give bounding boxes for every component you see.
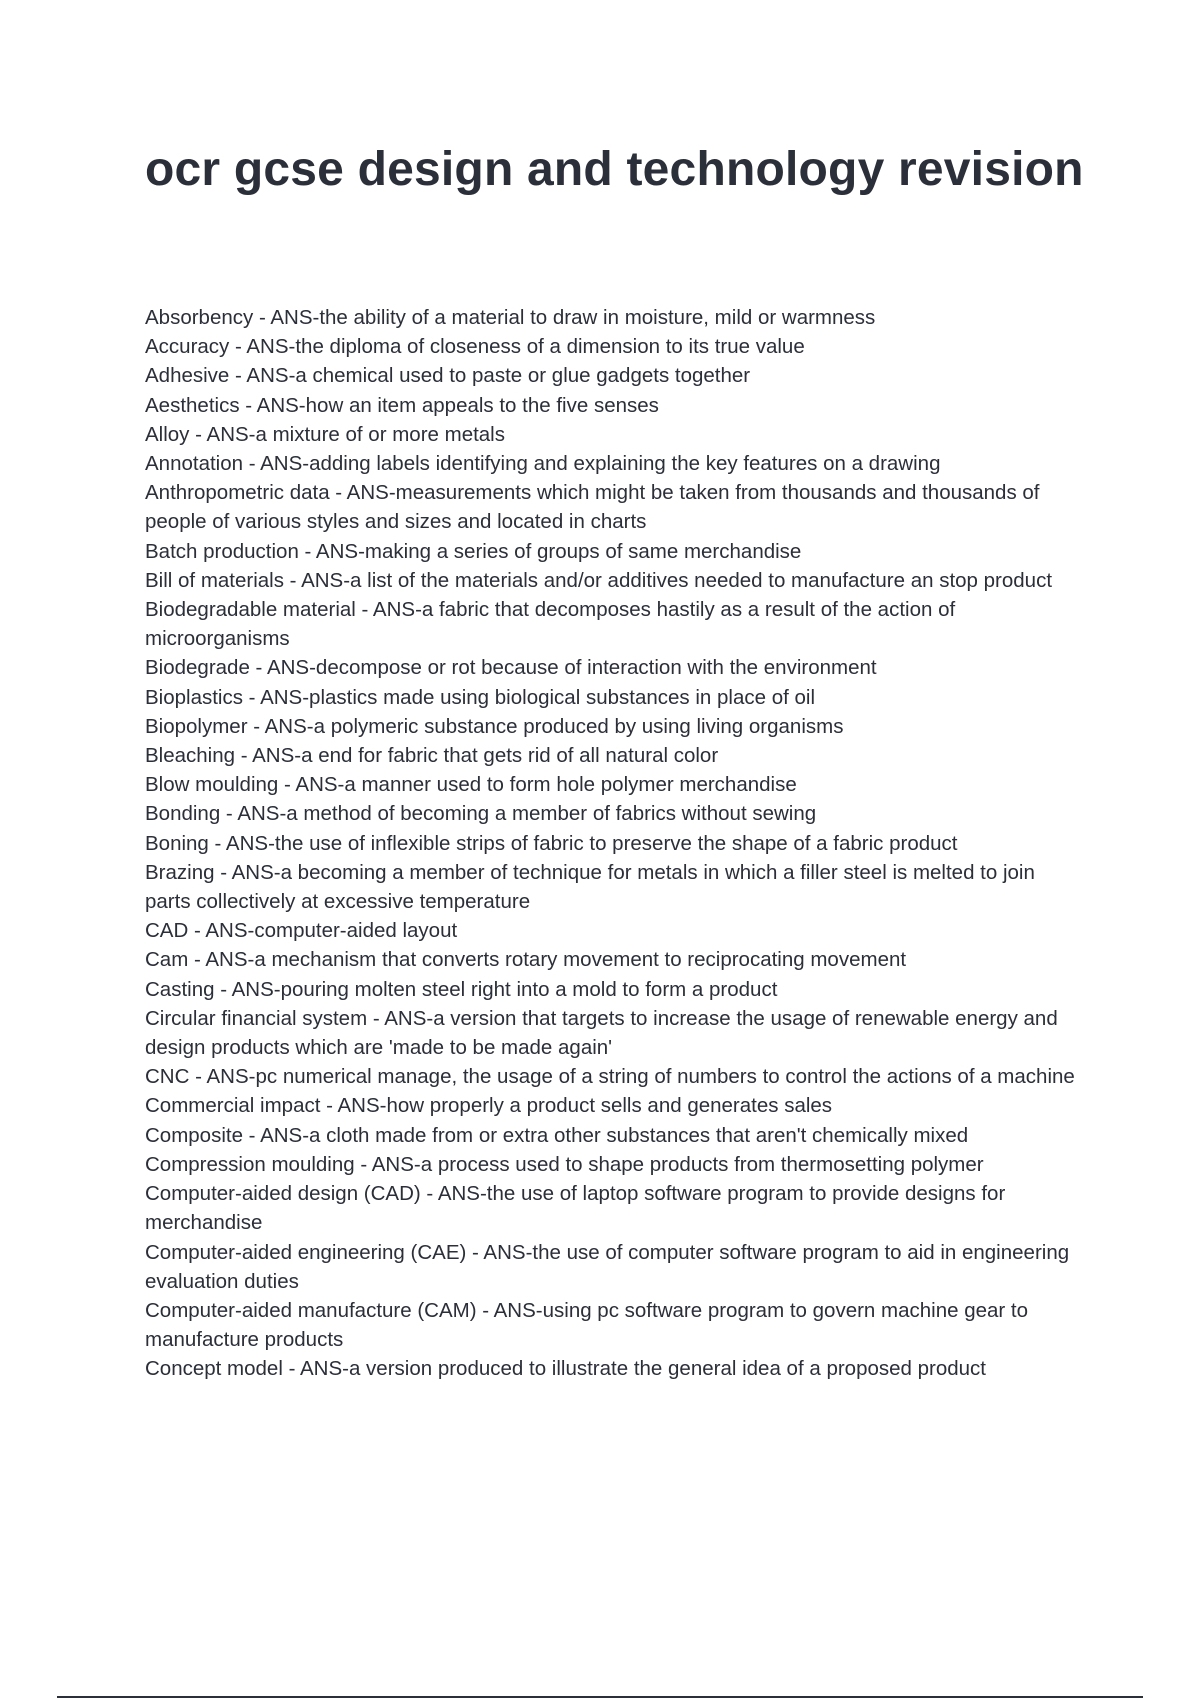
glossary-entry: Accuracy - ANS-the diploma of closeness of a dimension to its true value bbox=[145, 335, 805, 359]
glossary-entry: Aesthetics - ANS-how an item appeals to the five senses bbox=[145, 393, 659, 417]
glossary-entry: Computer-aided design (CAD) - ANS-the use of laptop software program to provide designs for merchandise bbox=[145, 1182, 1006, 1235]
glossary-entry: Computer-aided manufacture (CAM) - ANS-using pc software program to govern machine gear to manufacture products bbox=[145, 1298, 1029, 1352]
glossary-entry: Annotation - ANS-adding labels identifying and explaining the key features on a drawing bbox=[145, 452, 941, 476]
glossary-entry: Blow moulding - ANS-a manner used to form hole polymer merchandise bbox=[145, 773, 797, 797]
glossary-entry: Biopolymer - ANS-a polymeric substance produced by using living organisms bbox=[145, 714, 844, 738]
page-title: ocr gcse design and technology revision bbox=[145, 143, 1084, 196]
glossary-entry: CNC - ANS-pc numerical manage, the usage of a string of numbers to control the actions of a machine bbox=[145, 1065, 1075, 1089]
glossary-entry: Brazing - ANS-a becoming a member of technique for metals in which a filler steel is melted to join parts collectively at excessive temperature bbox=[145, 860, 1035, 914]
glossary-entry: Absorbency - ANS-the ability of a material to draw in moisture, mild or warmness bbox=[145, 306, 876, 329]
glossary-entry: Biodegrade - ANS-decompose or rot because of interaction with the environment bbox=[145, 656, 877, 680]
glossary-entry: Boning - ANS-the use of inflexible strips of fabric to preserve the shape of a fabric product bbox=[145, 831, 958, 855]
footer-divider bbox=[57, 1696, 1143, 1698]
glossary-entry: Batch production - ANS-making a series of groups of same merchandise bbox=[145, 539, 802, 563]
glossary-entry: Anthropometric data - ANS-measurements which might be taken from thousands and thousands of people of various styles and sizes and located in charts bbox=[145, 481, 1040, 534]
glossary-entry: Concept model - ANS-a version produced to illustrate the general idea of a proposed product bbox=[145, 1357, 987, 1381]
glossary-entry: Computer-aided engineering (CAE) - ANS-the use of computer software program to aid in engineering evaluation duties bbox=[145, 1240, 1070, 1293]
glossary-entry: Compression moulding - ANS-a process used to shape products from thermosetting polymer bbox=[145, 1152, 984, 1176]
glossary-entry: Bill of materials - ANS-a list of the materials and/or additives needed to manufacture an stop product bbox=[145, 568, 1053, 592]
glossary-list bbox=[145, 303, 1085, 1384]
glossary-entry: Bonding - ANS-a method of becoming a member of fabrics without sewing bbox=[145, 802, 817, 826]
glossary-entry: Adhesive - ANS-a chemical used to paste or glue gadgets together bbox=[145, 364, 751, 388]
glossary-entry: Alloy - ANS-a mixture of or more metals bbox=[145, 422, 505, 446]
glossary-entry: Casting - ANS-pouring molten steel right into a mold to form a product bbox=[145, 977, 778, 1001]
glossary-entry: Bioplastics - ANS-plastics made using biological substances in place of oil bbox=[145, 685, 816, 709]
glossary-entry: Cam - ANS-a mechanism that converts rotary movement to reciprocating movement bbox=[145, 948, 907, 972]
glossary-entry: Biodegradable material - ANS-a fabric that decomposes hastily as a result of the action of microorganisms bbox=[145, 598, 956, 651]
glossary-entry: Commercial impact - ANS-how properly a product sells and generates sales bbox=[145, 1094, 833, 1118]
glossary-entry: Bleaching - ANS-a end for fabric that gets rid of all natural color bbox=[145, 744, 719, 768]
glossary-entry: Circular financial system - ANS-a version that targets to increase the usage of renewable energy and design products which are 'made to be made again' bbox=[145, 1006, 1058, 1060]
glossary-entry: CAD - ANS-computer-aided layout bbox=[145, 919, 458, 943]
glossary-entry: Composite - ANS-a cloth made from or extra other substances that aren't chemically mixed bbox=[145, 1123, 969, 1147]
